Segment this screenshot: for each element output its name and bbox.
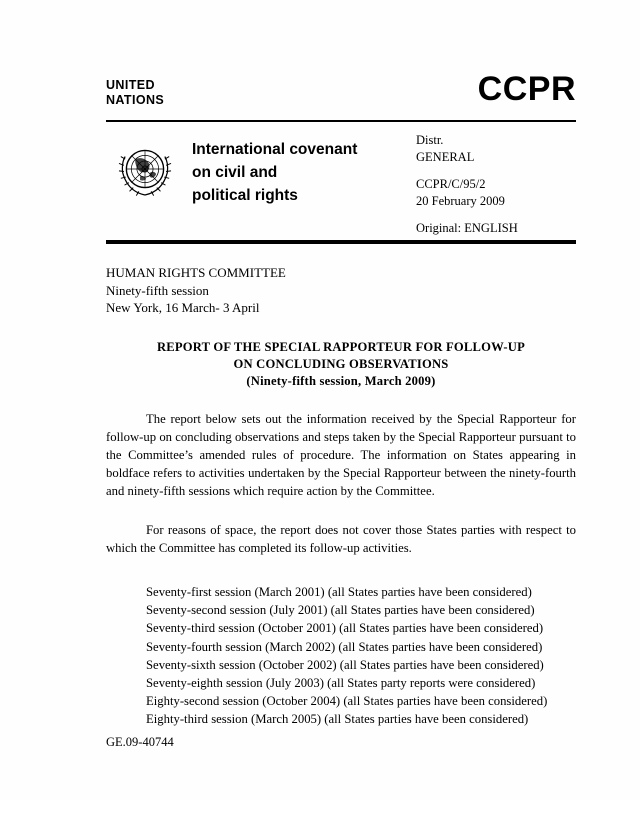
- committee-place-dates: New York, 16 March- 3 April: [106, 300, 260, 315]
- body-paragraph-1: The report below sets out the information received by the Special Rapporteur for follow-up on concluding observations and steps taken by the Special Rapporteur pursuant to the Committee’s amended rules of procedure. The information on States appearing in boldface refers to activities undertaken by the Special Rapporteur between the ninety-fourth and ninety-fifth sessions which require action by the Committee.: [106, 411, 576, 499]
- committee-session: Ninety-fifth session: [106, 282, 209, 298]
- document-number: CCPR/C/95/2: [416, 177, 486, 191]
- list-item: Seventy-first session (March 2001) (all States parties have been considered): [146, 584, 532, 599]
- list-item: Eighty-second session (October 2004) (all States parties have been considered): [146, 694, 548, 709]
- list-item: Seventy-third session (October 2001) (all States parties have been considered): [146, 621, 544, 636]
- organization-line-1: UNITED: [106, 78, 155, 92]
- organization-line-2: NATIONS: [106, 93, 165, 107]
- distr-value: GENERAL: [416, 150, 475, 164]
- list-item: Eighty-third session (March 2005) (all States parties have been considered): [146, 712, 529, 727]
- distribution-block: [416, 132, 596, 237]
- footer-job-number: GE.09-40744: [106, 735, 174, 749]
- un-emblem-icon: [114, 138, 176, 200]
- masthead-divider: [106, 120, 576, 122]
- report-title: [106, 339, 576, 390]
- report-title-line-3: (Ninety-fifth session, March 2009): [246, 373, 436, 388]
- report-title-line-1: REPORT OF THE SPECIAL RAPPORTEUR FOR FOLLOW-UP: [157, 339, 525, 354]
- committee-name: HUMAN RIGHTS COMMITTEE: [106, 265, 286, 280]
- emblem-row: [106, 132, 576, 240]
- covenant-title-line-2: on civil and: [192, 164, 278, 181]
- organization-name: [106, 78, 164, 108]
- list-item: Seventy-sixth session (October 2002) (all States parties have been considered): [146, 657, 544, 672]
- distr-label: Distr.: [416, 133, 444, 147]
- report-title-line-2: ON CONCLUDING OBSERVATIONS: [233, 356, 449, 371]
- distribution-group: [416, 132, 596, 166]
- header-bottom-divider: [106, 240, 576, 244]
- list-item: Seventy-eighth session (July 2003) (all States party reports were considered): [146, 675, 536, 690]
- list-item: Seventy-second session (July 2001) (all States parties have been considered): [146, 603, 535, 618]
- committee-block: [106, 264, 576, 317]
- list-item: Seventy-fourth session (March 2002) (all States parties have been considered): [146, 639, 543, 654]
- document-symbol: CCPR: [477, 70, 576, 108]
- page-content: [106, 70, 576, 729]
- masthead: [106, 70, 576, 118]
- covenant-title-line-1: International covenant: [192, 141, 358, 158]
- original-language: Original: ENGLISH: [416, 221, 518, 235]
- original-language-group: [416, 220, 596, 237]
- body-paragraph-2: For reasons of space, the report does not cover those States parties with respect to which the Committee has completed its follow-up activities.: [106, 522, 576, 555]
- sessions-list: [106, 583, 576, 729]
- covenant-title: [192, 138, 432, 207]
- covenant-title-line-3: political rights: [192, 187, 298, 204]
- document-reference-group: [416, 176, 596, 210]
- document-date: 20 February 2009: [416, 194, 505, 208]
